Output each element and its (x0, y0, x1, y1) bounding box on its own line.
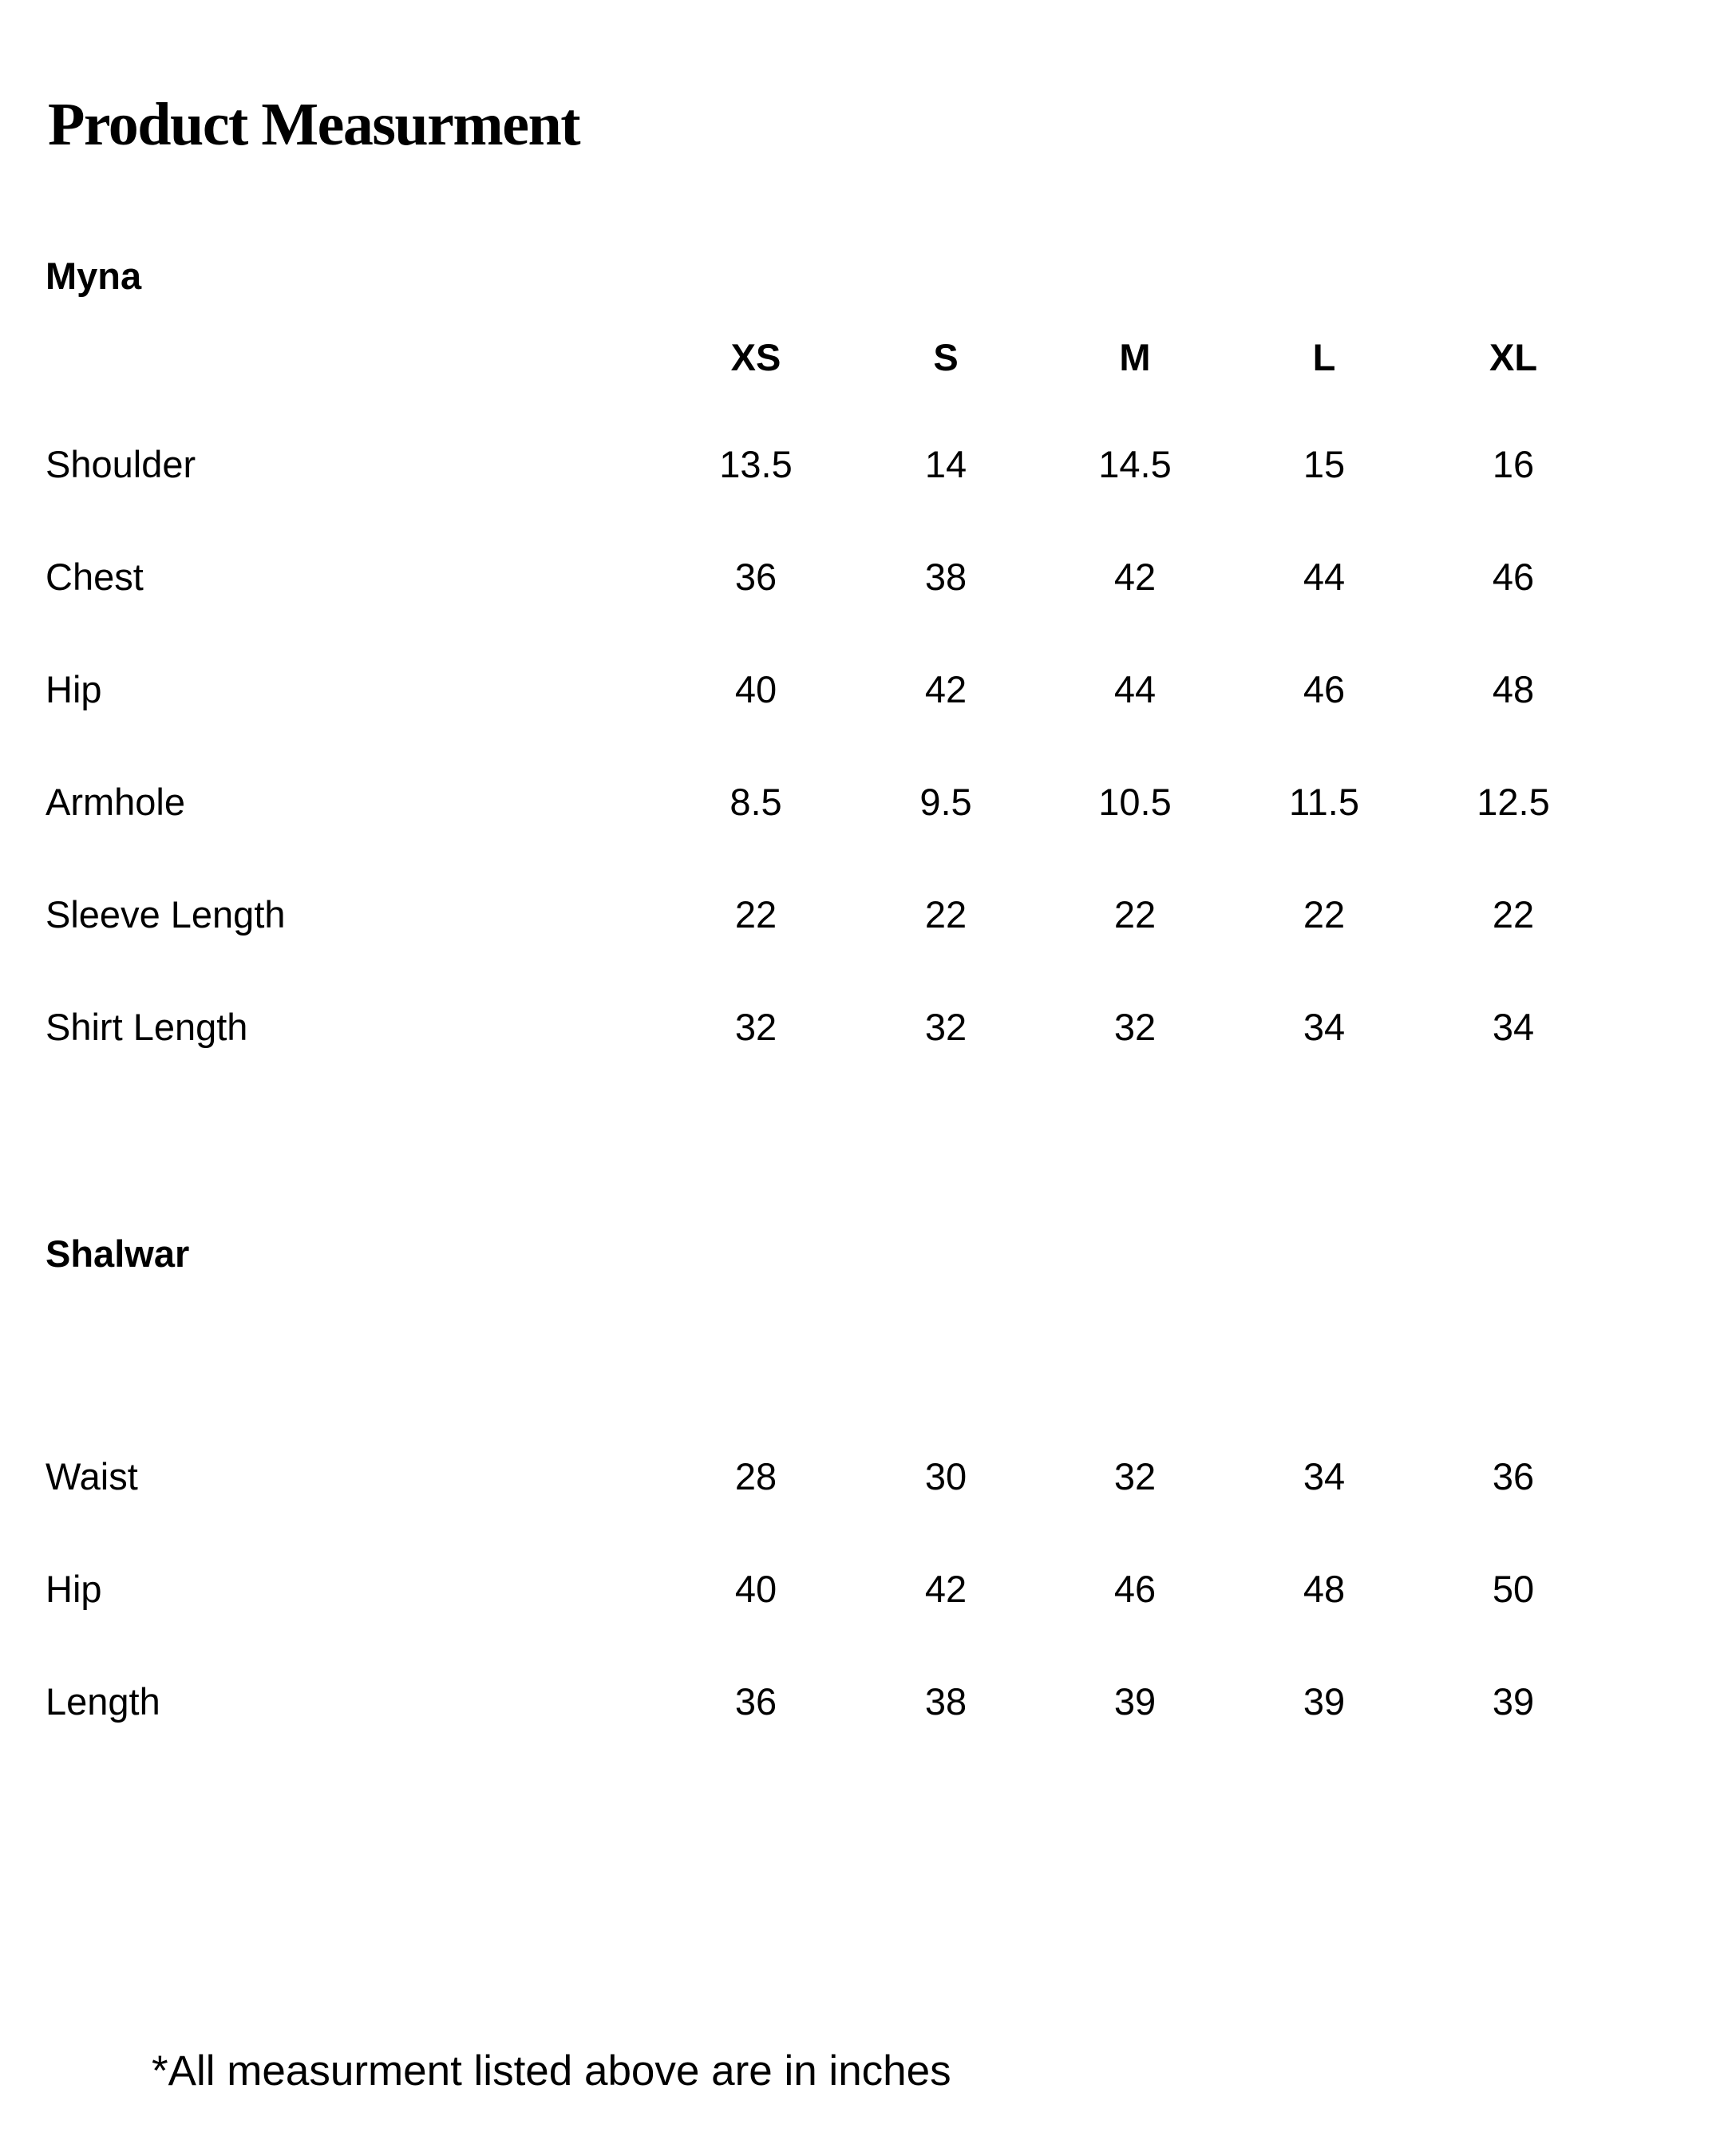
table-cell: 11.5 (1289, 781, 1359, 823)
row-label: Waist (45, 1455, 138, 1497)
table-cell: 36 (1492, 1455, 1535, 1497)
row-label: Chest (45, 556, 144, 598)
table-row (0, 441, 1724, 489)
table-cell: 16 (1492, 443, 1535, 485)
table-cell: 9.5 (919, 781, 972, 823)
table-cell: 38 (924, 1680, 967, 1723)
table-cell: 36 (734, 1680, 777, 1723)
row-label: Sleeve Length (45, 893, 286, 936)
row-label: Hip (45, 668, 102, 710)
size-header-xs: XS (730, 336, 781, 378)
table-cell: 40 (734, 1568, 777, 1610)
table-cell: 14 (924, 443, 967, 485)
row-label: Length (45, 1680, 160, 1723)
row-label: Shoulder (45, 443, 196, 485)
size-header-xl: XL (1489, 336, 1538, 378)
table-cell: 42 (1113, 556, 1157, 598)
page-title: Product Measurment (48, 91, 580, 158)
table-cell: 32 (1113, 1455, 1157, 1497)
row-label: Shirt Length (45, 1006, 248, 1048)
table-cell: 46 (1113, 1568, 1157, 1610)
size-header-m: M (1119, 336, 1151, 378)
table-cell: 48 (1303, 1568, 1346, 1610)
section-heading-shalwar: Shalwar (45, 1232, 190, 1275)
table-cell: 46 (1303, 668, 1346, 710)
table-cell: 22 (1113, 893, 1157, 936)
table-row (0, 1003, 1724, 1051)
row-label: Hip (45, 1568, 102, 1610)
table-cell: 48 (1492, 668, 1535, 710)
table-row (0, 778, 1724, 826)
row-label: Armhole (45, 781, 186, 823)
table-cell: 30 (924, 1455, 967, 1497)
table-cell: 40 (734, 668, 777, 710)
table-cell: 50 (1492, 1568, 1535, 1610)
table-cell: 44 (1113, 668, 1157, 710)
table-row (0, 553, 1724, 601)
table-cell: 28 (734, 1455, 777, 1497)
table-cell: 38 (924, 556, 967, 598)
table-cell: 22 (924, 893, 967, 936)
size-header-s: S (933, 336, 959, 378)
table-cell: 44 (1303, 556, 1346, 598)
table-cell: 12.5 (1477, 781, 1550, 823)
table-cell: 42 (924, 1568, 967, 1610)
footnote: *All measurment listed above are in inches (152, 2047, 951, 2095)
table-row (0, 666, 1724, 714)
table-cell: 32 (1113, 1006, 1157, 1048)
table-cell: 34 (1303, 1006, 1346, 1048)
table-row (0, 1453, 1724, 1501)
table-row (0, 1678, 1724, 1726)
table-cell: 39 (1492, 1680, 1535, 1723)
table-cell: 46 (1492, 556, 1535, 598)
table-cell: 32 (924, 1006, 967, 1048)
table-cell: 39 (1303, 1680, 1346, 1723)
table-cell: 22 (734, 893, 777, 936)
table-cell: 8.5 (730, 781, 782, 823)
section-heading-myna: Myna (45, 255, 142, 297)
table-cell: 42 (924, 668, 967, 710)
table-cell: 13.5 (719, 443, 793, 485)
table-row (0, 1565, 1724, 1613)
table-cell: 10.5 (1098, 781, 1172, 823)
size-header-l: L (1312, 336, 1336, 378)
table-row (0, 891, 1724, 939)
table-cell: 14.5 (1098, 443, 1172, 485)
table-cell: 22 (1303, 893, 1346, 936)
table-cell: 32 (734, 1006, 777, 1048)
table-cell: 36 (734, 556, 777, 598)
table-cell: 39 (1113, 1680, 1157, 1723)
table-cell: 34 (1492, 1006, 1535, 1048)
table-cell: 15 (1303, 443, 1346, 485)
table-cell: 34 (1303, 1455, 1346, 1497)
table-cell: 22 (1492, 893, 1535, 936)
size-header-row (0, 334, 1724, 382)
